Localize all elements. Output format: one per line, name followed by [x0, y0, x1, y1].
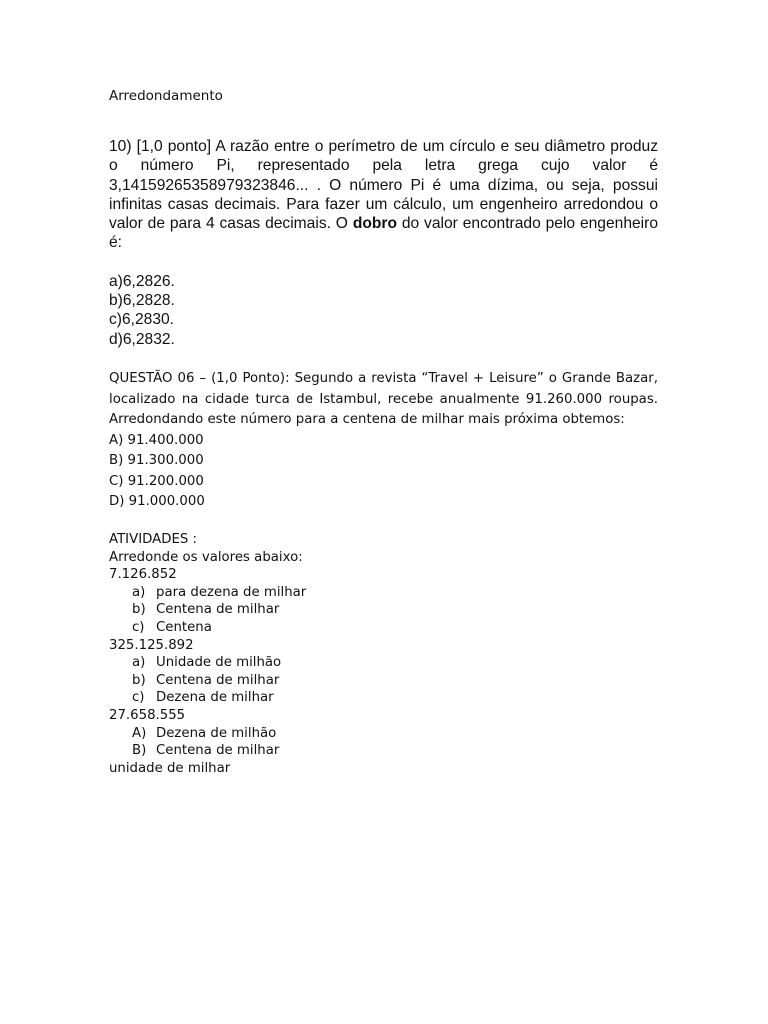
- list-item-marker: b): [132, 602, 146, 618]
- activity-number: 325.125.892: [109, 637, 194, 653]
- question-10-options: [109, 272, 658, 349]
- question-10-text-start: 10) [1,0 ponto] A razão entre o perímetro de um círculo e seu diâmetro produz o número Pi, representado pela letra grega cujo valor é 3,14159265358979323846... . O número Pi é uma dízima, ou seja, possui infinitas casas decimais. Para fazer um cálculo, um engenheiro arredondou o valor de para 4 casas decimais. O: [109, 138, 658, 233]
- activity-number: 27.658.555: [109, 707, 186, 723]
- list-item-marker: B): [132, 743, 147, 759]
- question-10-option-d: d)6,2832.: [109, 330, 175, 348]
- question-10-text-end: do valor encontrado pelo engenheiro é:: [109, 215, 658, 252]
- list-item-marker: a): [132, 584, 146, 600]
- list-item: [109, 584, 658, 602]
- list-item-label: para dezena de milhar: [156, 584, 307, 600]
- list-item: [109, 689, 658, 707]
- list-item: [109, 672, 658, 690]
- list-item: [109, 654, 658, 672]
- question-06-text: QUESTÃO 06 – (1,0 Ponto): Segundo a revista “Travel + Leisure” o Grande Bazar, localizado na cidade turca de Istambul, recebe anualmente 91.260.000 roupas. Arredondando este número para a centena de milhar mais próxima obtemos:: [109, 371, 658, 427]
- question-06-option-d: D) 91.000.000: [109, 494, 205, 509]
- question-10-option-c: c)6,2830.: [109, 311, 175, 329]
- question-06-option-a: A) 91.400.000: [109, 432, 204, 448]
- question-10-bold-word: dobro: [352, 215, 397, 233]
- list-item: [109, 619, 658, 637]
- question-06: [109, 369, 658, 513]
- list-item-label: Dezena de milhão: [156, 725, 277, 741]
- list-item-label: Centena de milhar: [156, 602, 280, 618]
- activities-instruction: Arredonde os valores abaixo:: [109, 549, 303, 565]
- list-item-label: Dezena de milhar: [156, 690, 274, 706]
- activities-section: [109, 531, 658, 777]
- list-item: [109, 725, 658, 743]
- question-10: [109, 137, 658, 349]
- question-10-text: [109, 137, 658, 253]
- list-item-marker: c): [132, 690, 145, 706]
- list-item: [109, 601, 658, 619]
- list-item: [109, 742, 658, 760]
- list-item-marker: a): [132, 655, 146, 671]
- list-item-marker: b): [132, 672, 146, 688]
- list-item-label: Centena: [156, 619, 212, 635]
- activity-number: 7.126.852: [109, 567, 177, 583]
- list-item-marker: c): [132, 619, 145, 635]
- activities-heading: ATIVIDADES :: [109, 532, 198, 547]
- list-item-label: Unidade de milhão: [156, 655, 282, 671]
- list-item-label: Centena de milhar: [156, 672, 280, 688]
- question-06-option-c: C) 91.200.000: [109, 473, 204, 489]
- list-item-label: Centena de milhar: [156, 743, 280, 759]
- activities-trailing-text: unidade de milhar: [109, 760, 231, 776]
- page-title: Arredondamento: [109, 88, 223, 104]
- question-10-option-b: b)6,2828.: [109, 292, 175, 310]
- list-item-marker: A): [132, 725, 147, 741]
- question-10-option-a: a)6,2826.: [109, 272, 175, 290]
- question-06-option-b: B) 91.300.000: [109, 453, 204, 468]
